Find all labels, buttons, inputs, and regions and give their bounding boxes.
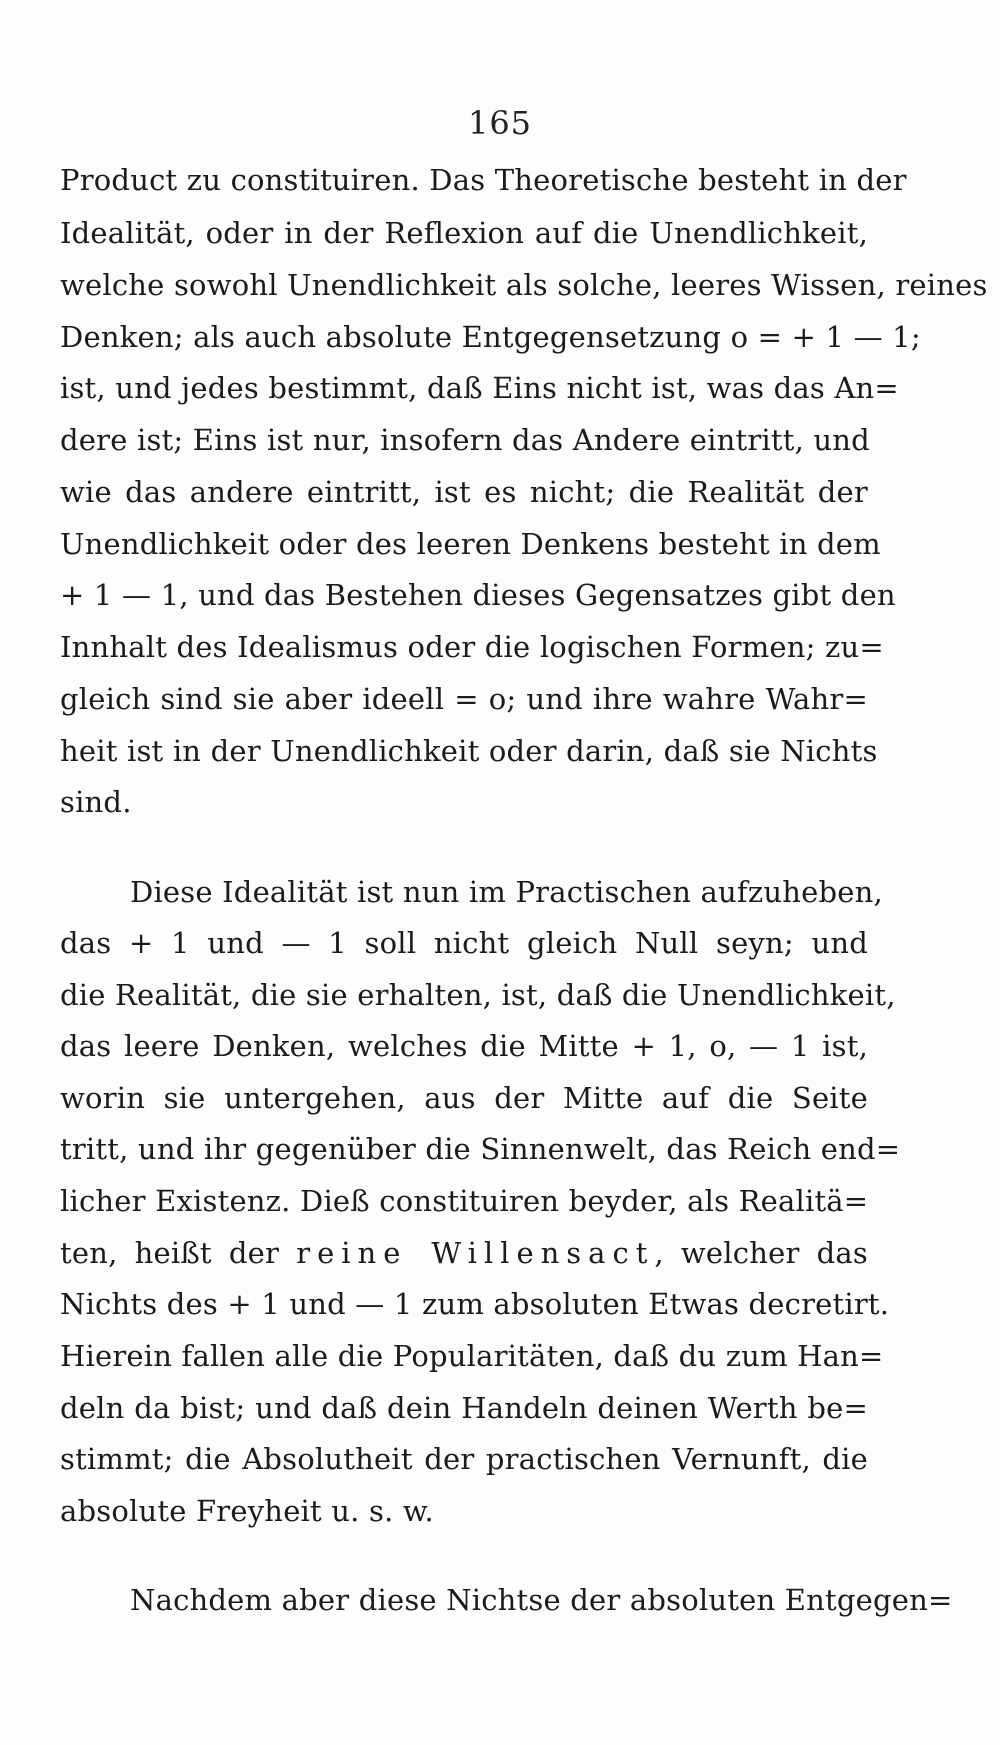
text-line: tritt, und ihr gegenüber die Sinnenwelt, das Reich end= <box>60 1132 901 1166</box>
text-line: Hierein fallen alle die Popularitäten, daß du zum Han= <box>60 1339 884 1373</box>
line-part: ten, heißt der <box>60 1236 297 1270</box>
text-line: dere ist; Eins ist nur, insofern das Andere eintritt, und <box>60 423 870 457</box>
text-line: + 1 — 1, und das Bestehen dieses Gegensatzes gibt den <box>60 578 896 612</box>
text-line: die Realität, die sie erhalten, ist, daß die Unendlichkeit, <box>60 978 896 1012</box>
text-line: Unendlichkeit oder des leeren Denkens besteht in dem <box>60 527 881 561</box>
text-line: Product zu constituiren. Das Theoretische besteht in der <box>60 163 907 197</box>
text-line: Denken; als auch absolute Entgegensetzung o = + 1 — 1; <box>60 320 921 354</box>
text-line: Diese Idealität ist nun im Practischen aufzuheben, <box>130 875 883 909</box>
text-line: das + 1 und — 1 soll nicht gleich Null seyn; und <box>60 926 868 960</box>
text-line: heit ist in der Unendlichkeit oder darin, daß sie Nichts <box>60 734 878 768</box>
text-line: absolute Freyheit u. s. w. <box>60 1494 434 1528</box>
text-line: Nichts des + 1 und — 1 zum absoluten Etwas decretirt. <box>60 1287 890 1321</box>
text-line: sind. <box>60 785 132 819</box>
text-line: licher Existenz. Dieß constituiren beyder, als Realitä= <box>60 1184 869 1218</box>
emphasized-term: reine Willensact <box>296 1236 655 1270</box>
text-line: Nachdem aber diese Nichtse der absoluten Entgegen= <box>130 1583 953 1617</box>
text-line: ist, und jedes bestimmt, daß Eins nicht ist, was das An= <box>60 371 899 405</box>
line-part: , welcher das <box>654 1236 868 1270</box>
text-line: Innhalt des Idealismus oder die logischen Formen; zu= <box>60 630 884 664</box>
text-line: wie das andere eintritt, ist es nicht; die Realität der <box>60 475 868 509</box>
text-line: welche sowohl Unendlichkeit als solche, leeres Wissen, reines <box>60 268 988 302</box>
text-line: worin sie untergehen, aus der Mitte auf die Seite <box>60 1081 868 1115</box>
page-number: 165 <box>467 104 533 142</box>
text-line <box>60 1233 868 1273</box>
text-line: das leere Denken, welches die Mitte + 1, o, — 1 ist, <box>60 1029 868 1063</box>
text-line: deln da bist; und daß dein Handeln deinen Werth be= <box>60 1391 868 1425</box>
text-line: stimmt; die Absolutheit der practischen Vernunft, die <box>60 1442 868 1476</box>
text-line: Idealität, oder in der Reflexion auf die Unendlichkeit, <box>60 216 868 250</box>
text-line: gleich sind sie aber ideell = o; und ihre wahre Wahr= <box>60 682 868 716</box>
